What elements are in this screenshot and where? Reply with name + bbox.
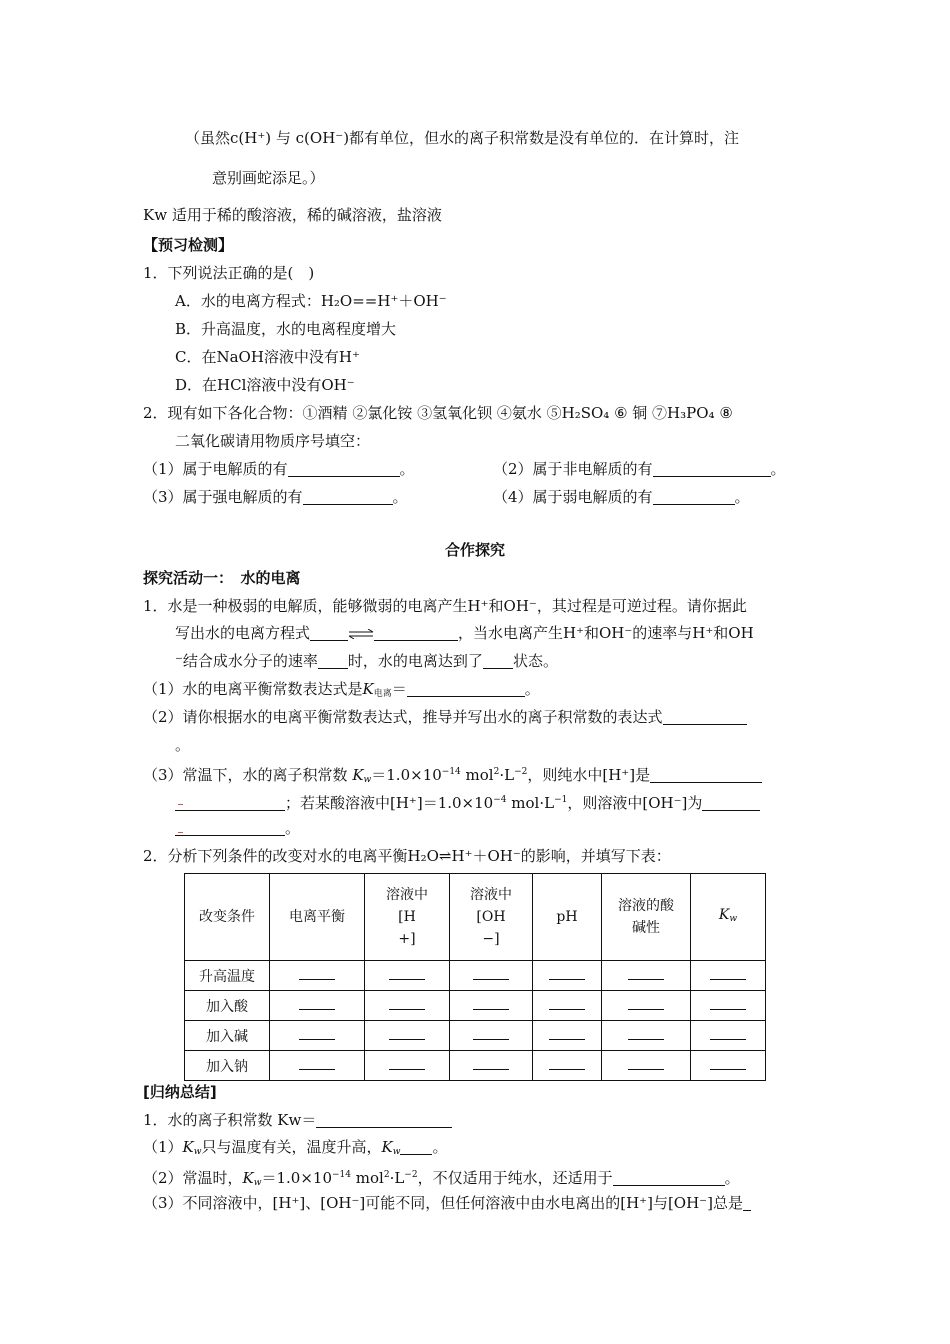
header-line: 溶液的酸 [618, 898, 674, 914]
explore-sub1 [143, 679, 540, 704]
intro-note-line2: 意别画蛇添足。） [212, 169, 325, 187]
summary-heading: [归纳总结] [143, 1083, 217, 1101]
header-oh-concentration [450, 874, 533, 961]
table-cell[interactable] [270, 961, 365, 991]
header-line: 碱性 [632, 920, 660, 936]
header-line: −] [482, 931, 500, 947]
header-line: +] [398, 931, 416, 947]
temperature-text: 只与温度有关，温度升高， [201, 1138, 382, 1156]
answer-blank[interactable] [483, 653, 513, 669]
q1-rate-text: ，当水电离产生H⁺和OH⁻的速率与H⁺和OH [458, 624, 754, 642]
effect-table [184, 873, 766, 1081]
answer-blank[interactable] [653, 461, 771, 477]
table-cell[interactable] [365, 1021, 450, 1051]
unit-l: ·L [389, 1169, 405, 1187]
equilibrium-arrow-icon [348, 629, 374, 639]
exponent: −14 [332, 1170, 351, 1180]
answer-blank[interactable] [288, 461, 400, 477]
table-cell[interactable] [533, 1051, 602, 1081]
header-ph: pH [533, 874, 602, 961]
answer-blank[interactable] [653, 489, 735, 505]
table-cell[interactable] [691, 991, 766, 1021]
equal-concentration-text: （3）不同溶液中，[H⁺]、[OH⁻]可能不同，但任何溶液中由水电离出的[H⁺]与[OH⁻]总是 [143, 1194, 743, 1212]
answer-blank[interactable] [650, 767, 762, 783]
period: 。 [724, 1169, 740, 1187]
item-number: （2）常温时， [143, 1169, 243, 1187]
explore-sub3-line1 [143, 762, 762, 790]
explore-sub2-end: 。 [175, 736, 191, 754]
answer-blank[interactable] [663, 709, 747, 725]
row-label: 加入碱 [185, 1021, 270, 1051]
sub1-text: （1）水的电离平衡常数表达式是 [143, 680, 363, 698]
kw-scope-text: Kw 适用于稀的酸溶液，稀的碱溶液，盐溶液 [143, 206, 442, 224]
header-line: [OH [476, 909, 506, 925]
table-cell[interactable] [602, 1021, 691, 1051]
preview-heading: 【预习检测】 [143, 236, 234, 254]
table-cell[interactable] [602, 991, 691, 1021]
part2-label: （2）属于非电解质的有 [493, 460, 653, 478]
explore-sub3-line3 [175, 818, 300, 838]
intro-note-line1: （虽然c(H⁺) 与 c(OH⁻)都有单位，但水的离子积常数是没有单位的．在计算时，注 [185, 129, 740, 147]
kw-value: ＝1.0×10 [371, 766, 442, 784]
preview-q1-option-b: B．升高温度，水的电离程度增大 [175, 320, 397, 338]
period: 。 [734, 488, 750, 506]
table-cell[interactable] [450, 1021, 533, 1051]
table-cell[interactable] [691, 1051, 766, 1081]
answer-blank[interactable] [303, 489, 393, 505]
table-cell[interactable] [270, 1021, 365, 1051]
table-cell[interactable] [365, 961, 450, 991]
table-cell[interactable] [450, 991, 533, 1021]
answer-blank[interactable] [175, 795, 285, 811]
q1-state-text: 状态。 [512, 652, 558, 670]
preview-q1-option-d: D．在HCl溶液中没有OH⁻ [175, 376, 355, 394]
part3-label: （3）属于强电解质的有 [143, 488, 303, 506]
table-cell[interactable] [365, 991, 450, 1021]
explore-q1-line1: 1．水是一种极弱的电解质，能够微弱的电离产生H⁺和OH⁻，其过程是可逆过程。请你据此 [143, 597, 747, 615]
answer-blank[interactable] [407, 681, 525, 697]
table-cell[interactable] [533, 1021, 602, 1051]
table-cell[interactable] [602, 961, 691, 991]
exponent: −2 [514, 767, 528, 777]
row-label: 加入酸 [185, 991, 270, 1021]
preview-q2-stem-line2: 二氧化碳请用物质序号填空： [175, 432, 371, 450]
row-label: 升高温度 [185, 961, 270, 991]
explore-q2: 2．分析下列条件的改变对水的电离平衡H₂O⇌H⁺＋OH⁻的影响，并填写下表： [143, 847, 671, 865]
header-condition: 改变条件 [185, 874, 270, 961]
explore-sub2 [143, 707, 747, 727]
answer-blank[interactable] [613, 1170, 725, 1186]
table-cell[interactable] [691, 961, 766, 991]
q1-equation-prompt: 写出水的电离方程式 [175, 624, 311, 642]
part1-label: （1）属于电解质的有 [143, 460, 288, 478]
answer-blank[interactable] [374, 625, 458, 641]
header-line: [H [398, 909, 416, 925]
answer-blank[interactable] [400, 1139, 432, 1155]
unit-mol: mol [460, 766, 494, 784]
item-number: （1） [143, 1138, 183, 1156]
explore-q1-line3 [175, 651, 558, 671]
preview-q2-part4 [493, 487, 750, 507]
table-cell[interactable] [533, 961, 602, 991]
kw-definition: 1．水的离子积常数 Kw＝ [143, 1111, 317, 1129]
explore-title: 合作探究 [444, 541, 505, 559]
unit-mol: mol [351, 1169, 384, 1187]
exponent: 2 [493, 767, 500, 777]
preview-q1-option-a: A．水的电离方程式：H₂O==H⁺＋OH⁻ [175, 292, 447, 310]
answer-blank[interactable] [743, 1195, 751, 1211]
kw-symbol: $K_w$ [352, 766, 372, 785]
table-cell[interactable] [533, 991, 602, 1021]
header-line: 溶液中 [470, 887, 512, 903]
sub3-pure-water: ，则纯水中[H⁺]是 [527, 766, 651, 784]
answer-blank[interactable] [175, 820, 285, 836]
kw-symbol: $K_w$ [182, 1138, 202, 1157]
period: 。 [285, 819, 301, 837]
preview-q2-part3 [143, 487, 408, 507]
exponent: 2 [383, 1170, 390, 1180]
table-cell[interactable] [602, 1051, 691, 1081]
answer-blank[interactable] [702, 795, 760, 811]
kw-value: ＝1.0×10 [261, 1169, 332, 1187]
table-cell[interactable] [450, 961, 533, 991]
preview-q2-part1 [143, 459, 415, 479]
header-line: 溶液中 [386, 887, 428, 903]
preview-q1-option-c: C．在NaOH溶液中没有H⁺ [175, 348, 360, 366]
explore-q1-line2 [175, 623, 754, 643]
exponent: −2 [404, 1170, 418, 1180]
table-cell[interactable] [270, 991, 365, 1021]
preview-q2-part2 [493, 459, 786, 479]
kw-symbol: $K_w$ [381, 1138, 401, 1157]
kw-symbol: $K_w$ [242, 1169, 262, 1188]
table-row [185, 1051, 766, 1081]
table-cell[interactable] [365, 1051, 450, 1081]
equals-sign: ＝ [391, 680, 407, 698]
acid-solution-text: ；若某酸溶液中[H⁺]＝1.0×10 [285, 794, 494, 812]
sub2-text: （2）请你根据水的电离平衡常数表达式，推导并写出水的离子积常数的表达式 [143, 708, 663, 726]
oh-text: ，则溶液中[OH⁻]为 [567, 794, 703, 812]
exponent: −4 [493, 795, 507, 805]
table-row [185, 961, 766, 991]
applicability-text: ，不仅适用于纯水，还适用于 [417, 1169, 613, 1187]
summary-line2 [143, 1137, 447, 1162]
table-row [185, 1021, 766, 1051]
period: 。 [432, 1138, 448, 1156]
exponent: −14 [441, 767, 461, 777]
header-acidity [602, 874, 691, 961]
unit-l: ·L [499, 766, 515, 784]
summary-line4 [143, 1193, 751, 1213]
header-h-concentration [365, 874, 450, 961]
q1-recombine-text: ⁻结合成水分子的速率 [175, 652, 318, 670]
table-header-row [185, 874, 766, 961]
header-kw: $K_w$ [691, 874, 766, 961]
answer-blank[interactable] [316, 1112, 452, 1128]
part4-label: （4）属于弱电解质的有 [493, 488, 653, 506]
exponent: −1 [554, 795, 568, 805]
unit-mol-l: mol·L [506, 794, 555, 812]
table-cell[interactable] [450, 1051, 533, 1081]
preview-q2-stem-line1: 2．现有如下各化合物：①酒精 ②氯化铵 ③氢氧化钡 ④氨水 ⑤H₂SO₄ ⑥ 铜 ⑦H₃PO₄ ⑧ [143, 404, 733, 422]
table-cell[interactable] [270, 1051, 365, 1081]
period: 。 [399, 460, 415, 478]
table-row [185, 991, 766, 1021]
period: 。 [524, 680, 540, 698]
header-equilibrium: 电离平衡 [270, 874, 365, 961]
row-label: 加入钠 [185, 1051, 270, 1081]
summary-line1 [143, 1110, 452, 1130]
answer-blank[interactable] [318, 653, 348, 669]
explore-sub3-line2 [175, 790, 760, 813]
period: 。 [770, 460, 786, 478]
summary-line3 [143, 1165, 740, 1193]
answer-blank[interactable] [310, 625, 348, 641]
k-subscript: 电离 [373, 689, 392, 699]
preview-q1-stem: 1．下列说法正确的是( ) [143, 264, 315, 282]
sub3-text: （3）常温下，水的离子积常数 [143, 766, 353, 784]
k-symbol: K [362, 680, 374, 698]
table-cell[interactable] [691, 1021, 766, 1051]
activity1-heading: 探究活动一： 水的电离 [143, 569, 301, 587]
period: 。 [392, 488, 408, 506]
q1-reached-text: 时，水的电离达到了 [347, 652, 483, 670]
